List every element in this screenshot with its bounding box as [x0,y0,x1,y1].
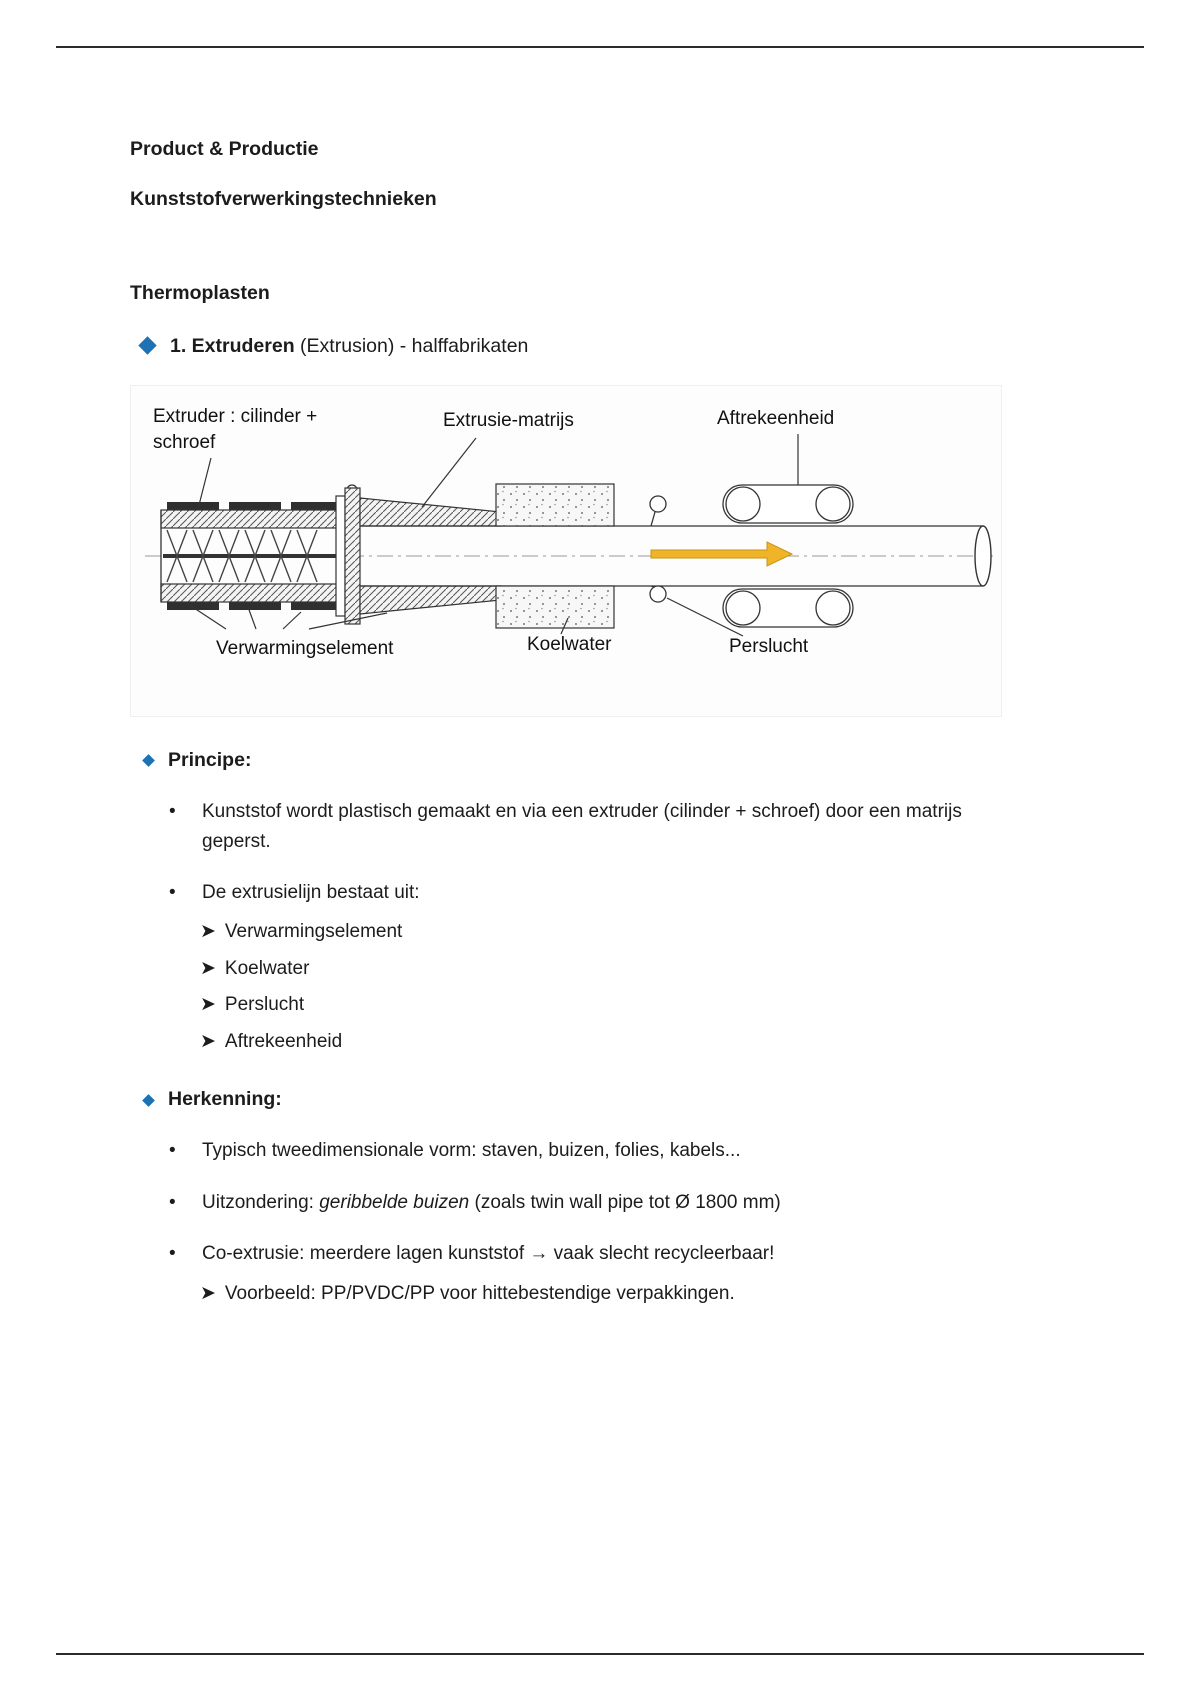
list-item [200,1279,1020,1308]
list-item [130,1136,1020,1165]
bullet-icon: • [169,1191,176,1213]
principe-heading: Principe: [168,748,252,771]
extrusion-line-part-2: Koelwater [224,957,310,979]
uitzondering-pre: Uitzondering: [202,1191,320,1213]
principe-heading-row [130,745,1020,775]
extrusion-heading [130,331,1020,361]
label-perslucht: Perslucht [729,635,809,657]
flow-arrow-icon [651,542,792,566]
label-extruder-line1: Extruder : cilinder + [153,405,318,427]
section-heading: Thermoplasten [130,282,270,305]
bullet-icon: • [169,1140,176,1162]
bullet-icon: • [169,881,176,903]
herkenning-heading-row [130,1084,1020,1114]
list-item [200,917,1020,946]
list-item [130,1188,1020,1217]
principe-bullet-2: De extrusielijn bestaat uit: [202,881,420,903]
extrusion-line-part-3: Perslucht [224,994,305,1016]
arrowhead-icon: ➤ [200,994,216,1016]
arrowhead-icon: ➤ [200,1282,216,1304]
diamond-bullet-icon [142,1094,155,1107]
top-rule [56,46,1144,48]
extruder-assembly [161,502,346,610]
arrowhead-icon: ➤ [200,957,216,979]
diamond-bullet-icon [142,755,155,768]
list-item [130,878,1020,907]
bullet-icon: • [169,801,176,823]
list-item [200,954,1020,983]
herkenning-heading: Herkenning: [168,1088,282,1111]
label-koelwater: Koelwater [527,633,612,655]
diamond-bullet-icon [138,337,156,355]
bottom-rule [56,1653,1144,1655]
doc-subtitle: Kunststofverwerkingstechnieken [130,188,437,211]
arrowhead-icon: ➤ [200,921,216,943]
label-aftrekeenheid: Aftrekeenheid [717,407,835,429]
uitzondering-post: (zoals twin wall pipe tot Ø 1800 mm) [469,1191,781,1213]
list-item [200,1027,1020,1056]
list-item [200,990,1020,1019]
label-extruder-line2: schroef [153,431,216,453]
coextrusie-voorbeeld: Voorbeeld: PP/PVDC/PP voor hittebestendige verpakkingen. [224,1282,735,1304]
herkenning-bullet-3: Co-extrusie: meerdere lagen kunststof → vaak slecht recycleerbaar! [202,1243,775,1265]
extrusion-line-part-4: Aftrekeenheid [224,1030,343,1052]
herkenning-bullet-2 [202,1188,997,1217]
principe-bullet-1: Kunststof wordt plastisch gemaakt en via een extruder (cilinder + schroef) door een matrijs geperst. [202,801,962,852]
label-extrusie-matrijs: Extrusie-matrijs [443,409,574,431]
extrusion-line-part-1: Verwarmingselement [224,921,403,943]
flange [336,485,360,624]
extrusion-heading-bold: 1. Extruderen [170,334,295,357]
list-item [130,797,1020,856]
extrusion-diagram [130,385,1002,717]
document-page [130,120,1020,1308]
uitzondering-italic: geribbelde buizen [319,1191,470,1213]
bullet-icon: • [169,1243,176,1265]
label-verwarmingselement: Verwarmingselement [216,637,394,659]
list-item [130,1239,1020,1268]
arrowhead-icon: ➤ [200,1030,216,1052]
extrusion-diagram-svg [131,386,1001,716]
herkenning-bullet-1: Typisch tweedimensionale vorm: staven, buizen, folies, kabels... [202,1140,741,1162]
extrusion-heading-rest: (Extrusion) - halffabrikaten [294,334,529,357]
doc-title: Product & Productie [130,138,319,160]
